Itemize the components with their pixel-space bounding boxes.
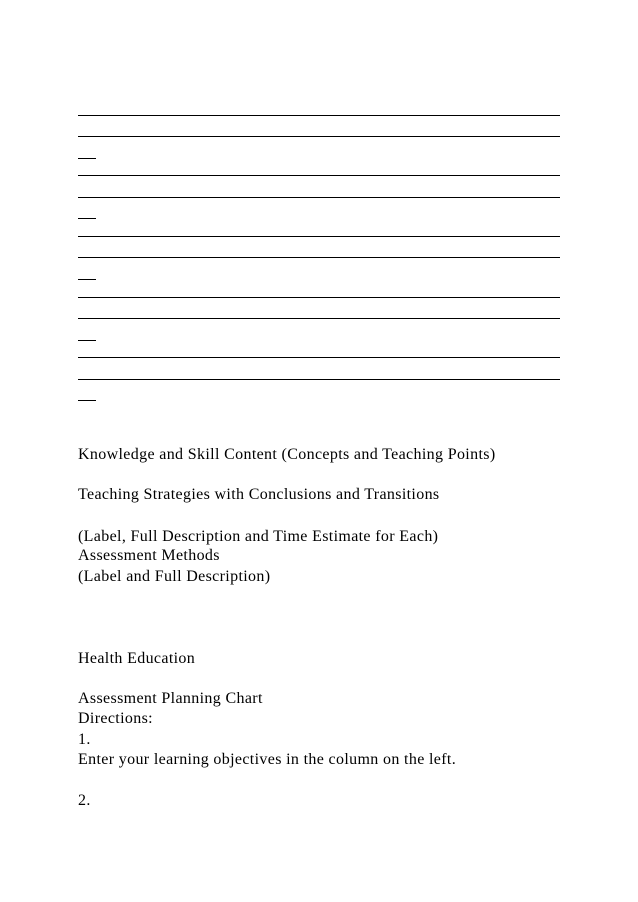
step-text: Enter your learning objectives in the column on the left. <box>78 751 457 768</box>
step-number: 2. <box>78 792 91 809</box>
blank-line <box>78 236 560 237</box>
directions-label: Directions: <box>78 710 153 727</box>
blank-line <box>78 357 560 358</box>
blank-line <box>78 197 560 198</box>
assessment-note: (Label and Full Description) <box>78 568 271 585</box>
strategies-heading: Teaching Strategies with Conclusions and Transitions <box>78 486 440 503</box>
course-title: Health Education <box>78 650 196 667</box>
blank-line <box>78 136 560 137</box>
knowledge-heading: Knowledge and Skill Content (Concepts and Teaching Points) <box>78 446 496 463</box>
blank-line <box>78 175 560 176</box>
blank-line-short <box>78 279 96 280</box>
step-number: 1. <box>78 731 91 748</box>
blank-line <box>78 379 560 380</box>
blank-line <box>78 115 560 116</box>
blank-line-short <box>78 218 96 219</box>
chart-title: Assessment Planning Chart <box>78 690 263 707</box>
blank-line <box>78 257 560 258</box>
blank-line-short <box>78 400 96 401</box>
assessment-heading: Assessment Methods <box>78 547 220 564</box>
blank-line <box>78 297 560 298</box>
strategies-note: (Label, Full Description and Time Estimate for Each) <box>78 528 439 545</box>
blank-line-short <box>78 158 96 159</box>
blank-line-short <box>78 340 96 341</box>
blank-line <box>78 318 560 319</box>
